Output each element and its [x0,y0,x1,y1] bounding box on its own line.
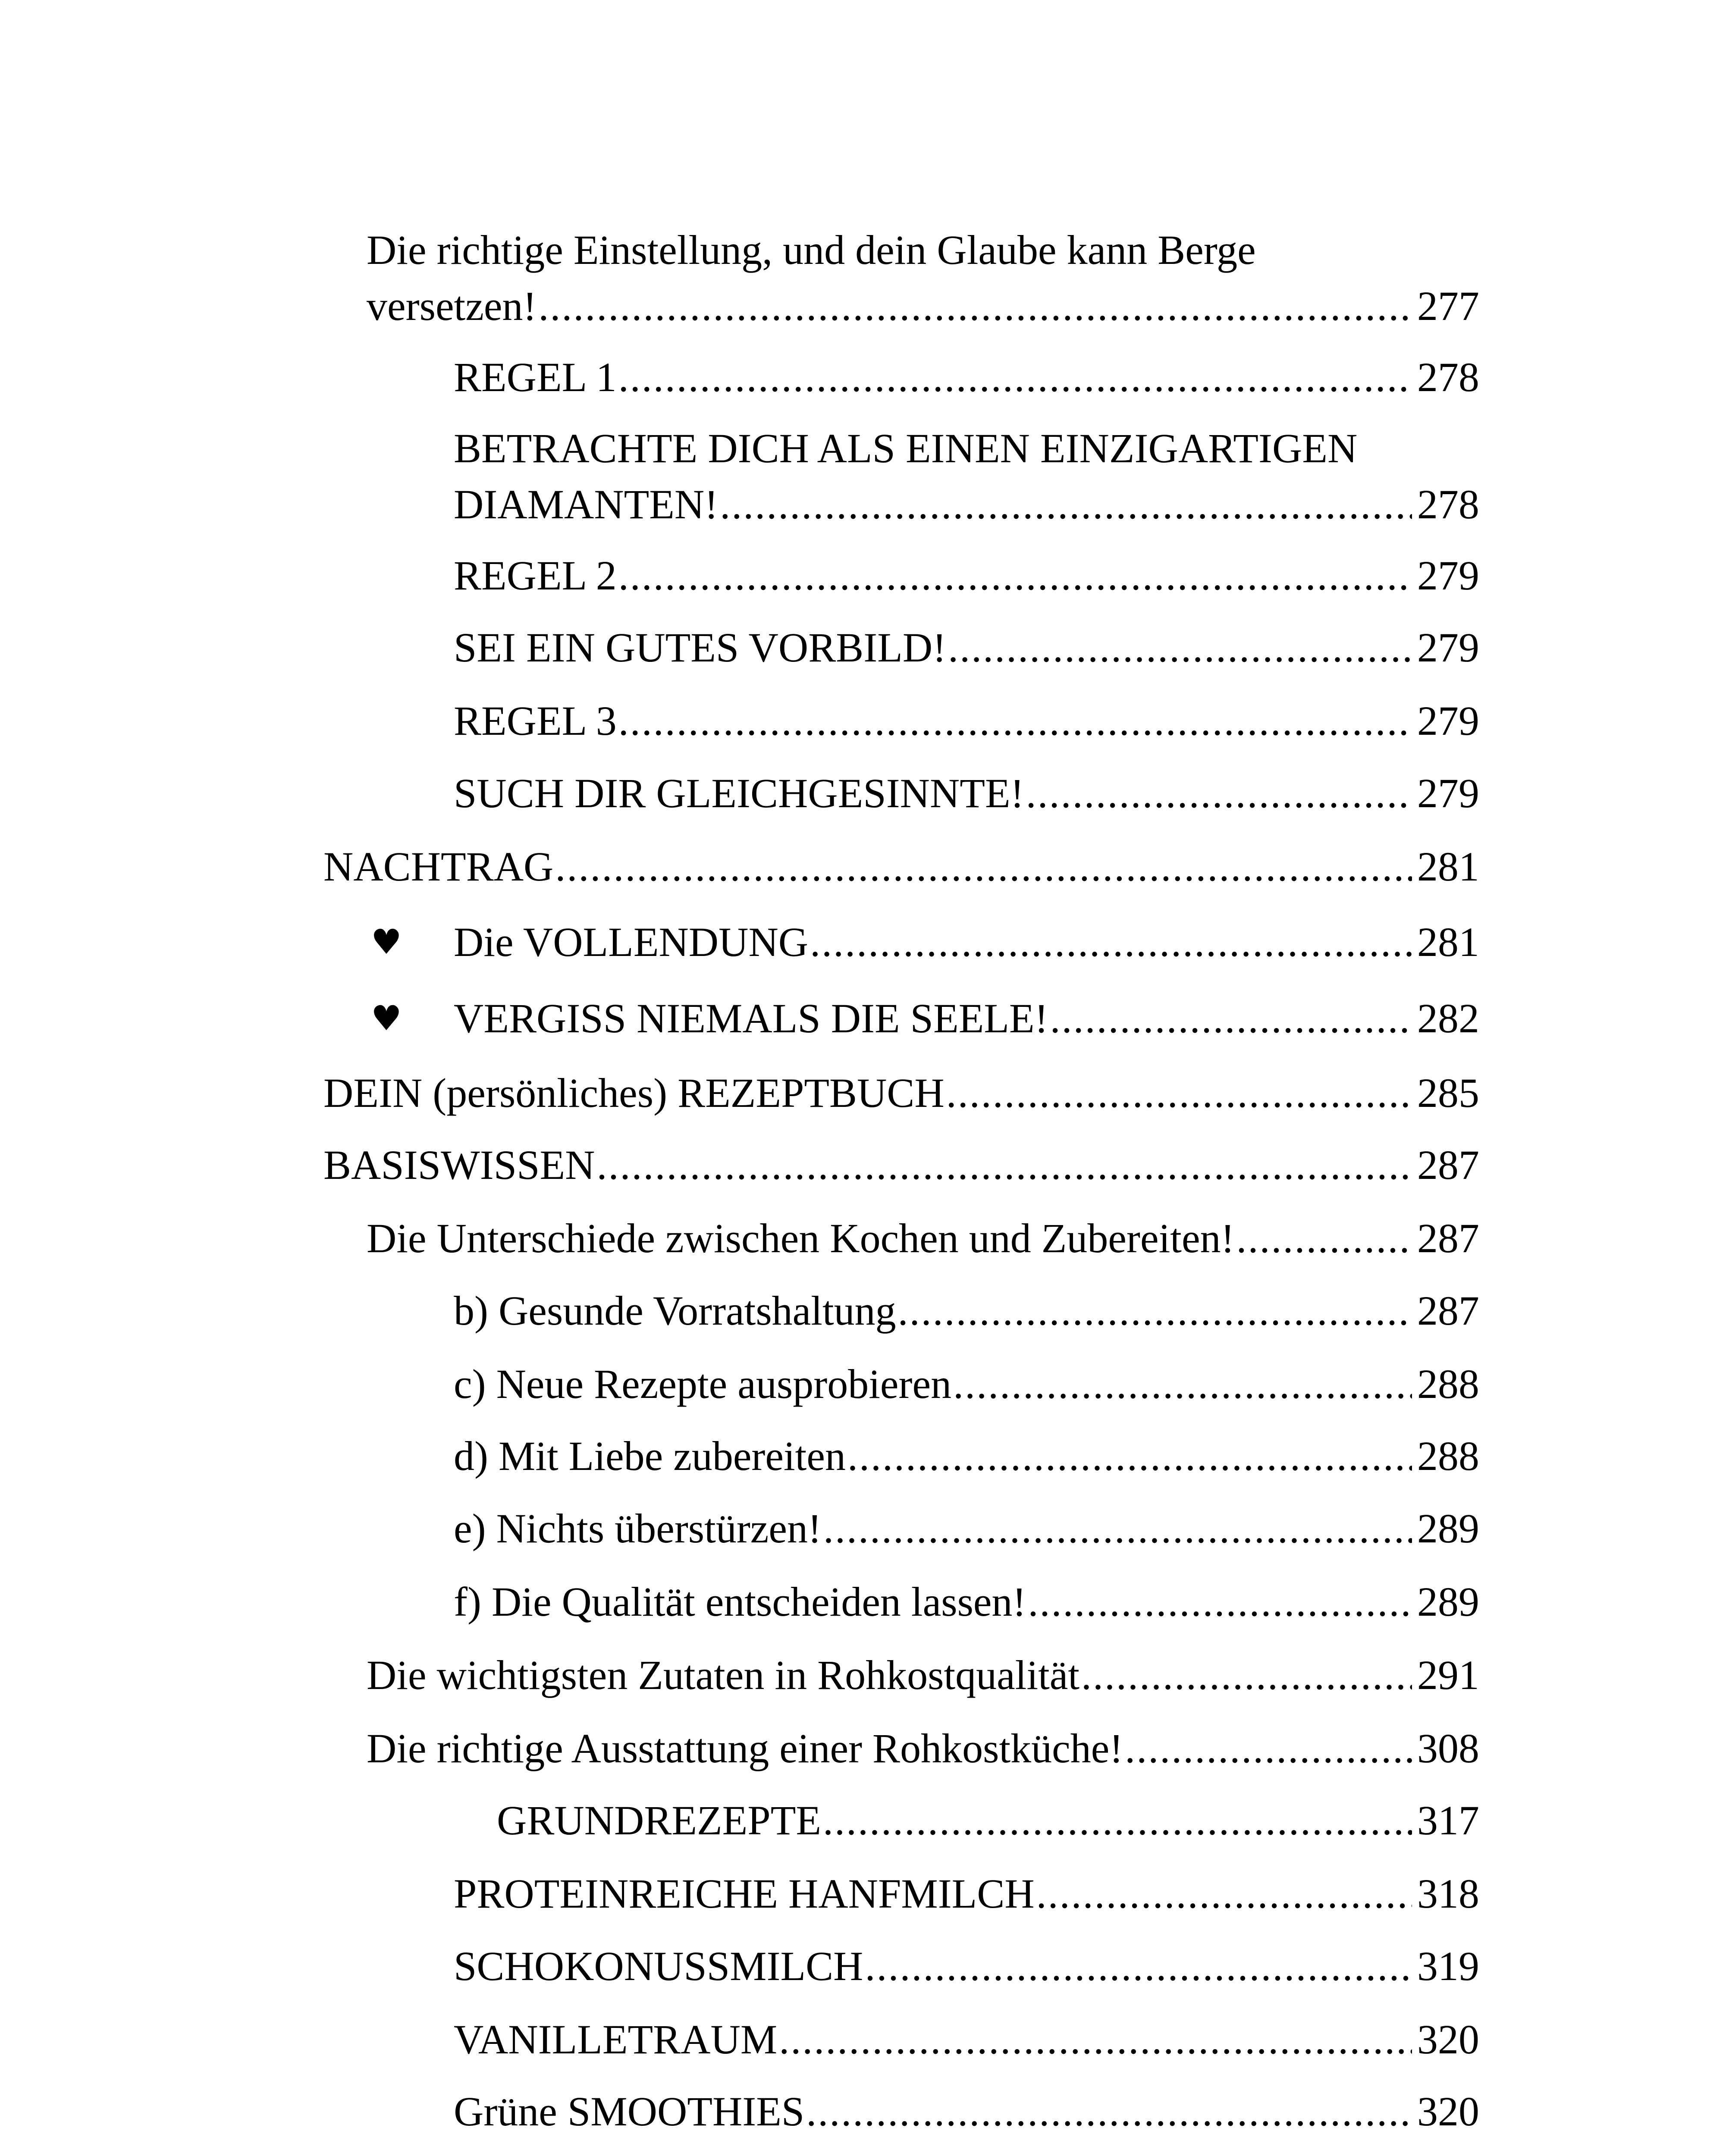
toc-entry-page-number: 278 [1417,481,1479,527]
heart-icon: ♥ [371,922,402,962]
toc-entry[interactable] [454,1501,1479,1557]
toc-entry-page-number: 291 [1417,1652,1479,1698]
dot-leader [847,1428,1412,1484]
toc-entry-title: c) Neue Rezepte ausprobieren [454,1361,952,1407]
dot-leader [618,548,1412,604]
toc-entry-title: e) Nichts überstürzen! [454,1505,822,1551]
toc-entry-page-number: 287 [1417,1288,1479,1334]
toc-entry-title: BASISWISSEN [323,1142,595,1188]
toc-entry-title: SCHOKONUSSMILCH [454,1943,863,1989]
toc-entry-page-number: 279 [1417,770,1479,816]
heart-icon: ♥ [371,998,402,1038]
dot-leader [823,1501,1412,1557]
dot-leader [1081,1647,1412,1703]
toc-entry[interactable] [454,1428,1479,1484]
dot-leader [618,349,1412,405]
toc-entry[interactable] [454,693,1479,749]
toc-entry-title: Die VOLLENDUNG [454,919,809,965]
toc-entry-page-number: 318 [1417,1871,1479,1917]
toc-entry[interactable] [323,1065,1479,1121]
toc-entry-title: DEIN (persönliches) REZEPTBUCH [323,1070,944,1116]
toc-entry-page-number: 288 [1417,1433,1479,1479]
toc-entry-title: REGEL 3 [454,698,617,744]
dot-leader [596,1137,1412,1193]
toc-entry[interactable] [367,1210,1479,1266]
dot-leader [1036,1866,1412,1922]
toc-entry-page-number: 277 [1417,283,1479,329]
toc-entry[interactable] [454,349,1479,405]
dot-leader [1236,1210,1412,1266]
dot-leader [1050,990,1412,1047]
toc-entry-page-number: 279 [1417,698,1479,744]
toc-entry[interactable] [454,765,1479,821]
toc-entry-title: Grüne SMOOTHIES [454,2088,805,2134]
dot-leader [946,1065,1412,1121]
toc-entry-page-number: 288 [1417,1361,1479,1407]
toc-entry-page-number: 289 [1417,1505,1479,1551]
toc-entry-title: NACHTRAG [323,843,554,890]
toc-entry[interactable] [454,548,1479,604]
toc-entry-page-number: 279 [1417,624,1479,671]
toc-entry-page-number: 319 [1417,1943,1479,1989]
toc-entry-title: Die Unterschiede zwischen Kochen und Zubereiten! [367,1215,1235,1261]
dot-leader [810,914,1412,970]
toc-entry-title: versetzen! [367,283,537,329]
toc-entry-page-number: 279 [1417,552,1479,599]
toc-entry-title: f) Die Qualität entscheiden lassen! [454,1579,1026,1625]
toc-entry-title: REGEL 1 [454,354,617,400]
toc-entry-page-number: 320 [1417,2088,1479,2134]
dot-leader [823,1792,1412,1849]
toc-entry[interactable] [497,1792,1479,1849]
dot-leader [898,1283,1412,1339]
toc-entry-title: d) Mit Liebe zubereiten [454,1433,846,1479]
dot-leader [555,839,1412,895]
toc-entry[interactable] [454,420,1479,533]
toc-entry[interactable] [454,1283,1479,1339]
toc-entry[interactable] [454,1356,1479,1412]
toc-entry[interactable] [367,1720,1479,1777]
toc-entry[interactable] [367,1647,1479,1703]
toc-entry[interactable] [371,914,1479,970]
toc-entry[interactable] [323,1137,1479,1193]
toc-entry-title: REGEL 2 [454,552,617,599]
toc-entry-page-number: 282 [1417,995,1479,1041]
dot-leader [1028,1574,1412,1630]
toc-entry-title: VERGISS NIEMALS DIE SEELE! [454,995,1048,1041]
toc-entry-page-number: 281 [1417,919,1479,965]
toc-entry-title: b) Gesunde Vorratshaltung [454,1288,896,1334]
toc-entry-title: SEI EIN GUTES VORBILD! [454,624,947,671]
dot-leader [1026,765,1412,821]
toc-entry-title: Die richtige Ausstattung einer Rohkostküche! [367,1725,1123,1771]
toc-entry-title: VANILLETRAUM [454,2016,778,2062]
toc-entry[interactable] [454,620,1479,676]
toc-entry-page-number: 287 [1417,1142,1479,1188]
toc-entry[interactable] [454,1866,1479,1922]
toc-entry[interactable] [454,1574,1479,1630]
toc-entry[interactable] [454,2012,1479,2068]
toc-entry[interactable] [323,839,1479,895]
toc-entry[interactable] [371,990,1479,1047]
toc-entry-title-line1: Die richtige Einstellung, und dein Glaube kann Berge [367,227,1256,273]
toc-entry-title: GRUNDREZEPTE [497,1797,821,1843]
toc-entry-page-number: 285 [1417,1070,1479,1116]
dot-leader [806,2084,1412,2140]
toc-entry-title: SUCH DIR GLEICHGESINNTE! [454,770,1024,816]
toc-entry-title-line1: BETRACHTE DICH ALS EINEN EINZIGARTIGEN [454,425,1358,471]
toc-entry-page-number: 320 [1417,2016,1479,2062]
dot-leader [953,1356,1412,1412]
toc-entry-page-number: 317 [1417,1797,1479,1843]
toc-entry-page-number: 281 [1417,843,1479,890]
toc-entry-page-number: 289 [1417,1579,1479,1625]
toc-entry[interactable] [367,222,1479,334]
toc-entry-page-number: 278 [1417,354,1479,400]
toc-entry-title: PROTEINREICHE HANFMILCH [454,1871,1035,1917]
dot-leader [865,1938,1412,1994]
toc-entry-title: DIAMANTEN! [454,481,719,527]
dot-leader [948,620,1412,676]
toc-entry-title: Die wichtigsten Zutaten in Rohkostqualität [367,1652,1080,1698]
toc-entry[interactable] [454,2084,1479,2140]
dot-leader [618,693,1412,749]
dot-leader [779,2012,1412,2068]
dot-leader [720,476,1412,533]
toc-entry-page-number: 287 [1417,1215,1479,1261]
dot-leader [1125,1720,1412,1777]
toc-entry-page-number: 308 [1417,1725,1479,1771]
toc-entry[interactable] [454,1938,1479,1994]
dot-leader [538,278,1412,334]
